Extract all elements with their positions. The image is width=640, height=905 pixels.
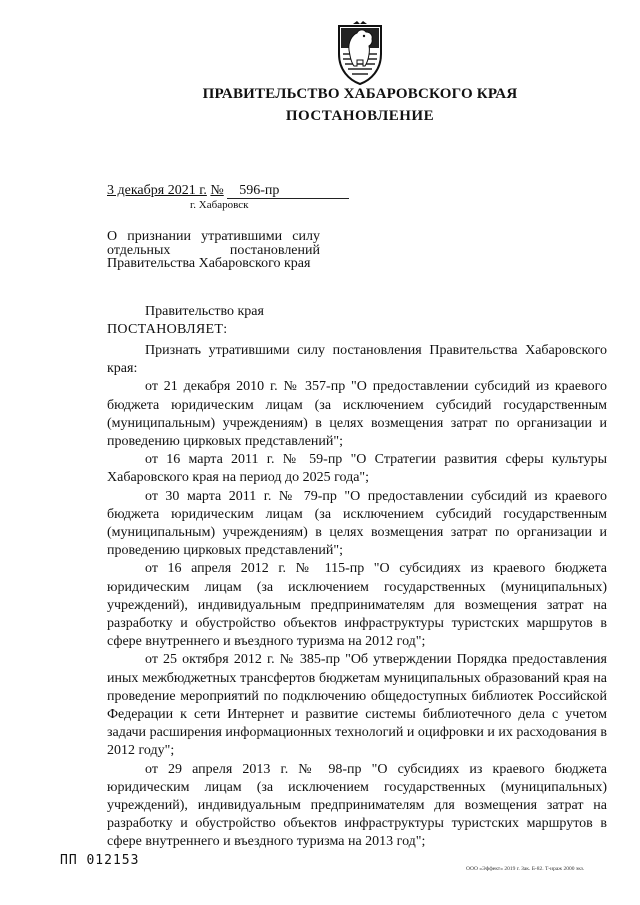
resolution-body — [107, 342, 607, 852]
body-paragraph: Признать утратившими силу постановления Правительства Хабаровского края: — [107, 343, 607, 377]
issuer-text: Правительство края — [145, 304, 264, 319]
subject-line: О признании утратившими силу — [107, 229, 320, 244]
city-name: г. Хабаровск — [190, 199, 249, 211]
document-subject — [107, 230, 320, 271]
printer-imprint: ООО «Эффект» 2019 г. Зак. Б-82. Т-ираж 2000 экз. — [466, 866, 585, 872]
body-paragraph: от 29 апреля 2013 г. № 98-пр "О субсидиях из краевого бюджета юридическим лицам (за исключением государственных (муниципальных) учреждений), индивидуальным предпринимателям для возмещения затрат на разработку и обустройство объектов инфраструктуры туристских маршрутов в сфере внутреннего и въездного туризма на 2013 год"; — [107, 761, 607, 850]
subject-line: отдельных постановлений — [107, 242, 320, 258]
body-paragraph: от 21 декабря 2010 г. № 357-пр "О предоставлении субсидий из краевого бюджета юридическим лицам (за исключением субсидий государственным (муниципальным) учреждениям) в целях возмещения затрат по организации и проведению цирковых представлений"; — [107, 379, 607, 450]
coat-of-arms-emblem — [335, 20, 385, 86]
body-paragraph: от 25 октября 2012 г. № 385-пр "Об утверждении Порядка предоставления иных межбюджетных трансфертов бюджетам муниципальных образований края на проведение мероприятий по подключению общедоступных библиотек Российской Федерации к сети Интернет и развитие системы библиотечного дела с учетом задачи расширения информационных технологий и оцифровки и их расходования в 2012 году"; — [107, 652, 607, 759]
registration-line — [107, 183, 349, 199]
government-name: ПРАВИТЕЛЬСТВО ХАБАРОВСКОГО КРАЯ — [202, 86, 518, 102]
subject-line: Правительства Хабаровского края — [107, 256, 311, 271]
document-date: 3 декабря 2021 г. — [107, 183, 207, 198]
body-paragraph: от 16 апреля 2012 г. № 115-пр "О субсидиях из краевого бюджета юридическим лицам (за исключением государственных (муниципальных) учреждений), индивидуальным предпринимателям для возмещения затрат на разработку и обустройство объектов инфраструктуры туристских маршрутов в сфере внутреннего и въездного туризма на 2012 год"; — [107, 561, 607, 650]
document-number: 596-пр — [227, 184, 349, 199]
body-paragraph: от 30 марта 2011 г. № 79-пр "О предоставлении субсидий из краевого бюджета юридическим лицам (за исключением субсидий государственным (муниципальным) учреждениям) в целях возмещения затрат по организации и проведению цирковых представлений"; — [107, 488, 607, 559]
body-paragraph: от 16 марта 2011 г. № 59-пр "О Стратегии развития сферы культуры Хабаровского края на период до 2025 года"; — [107, 452, 607, 486]
number-sign: № — [210, 183, 224, 198]
document-type: ПОСТАНОВЛЕНИЕ — [285, 108, 435, 124]
resolution-verb: ПОСТАНОВЛЯЕТ: — [107, 322, 228, 337]
form-code: ПП 012153 — [60, 853, 140, 868]
